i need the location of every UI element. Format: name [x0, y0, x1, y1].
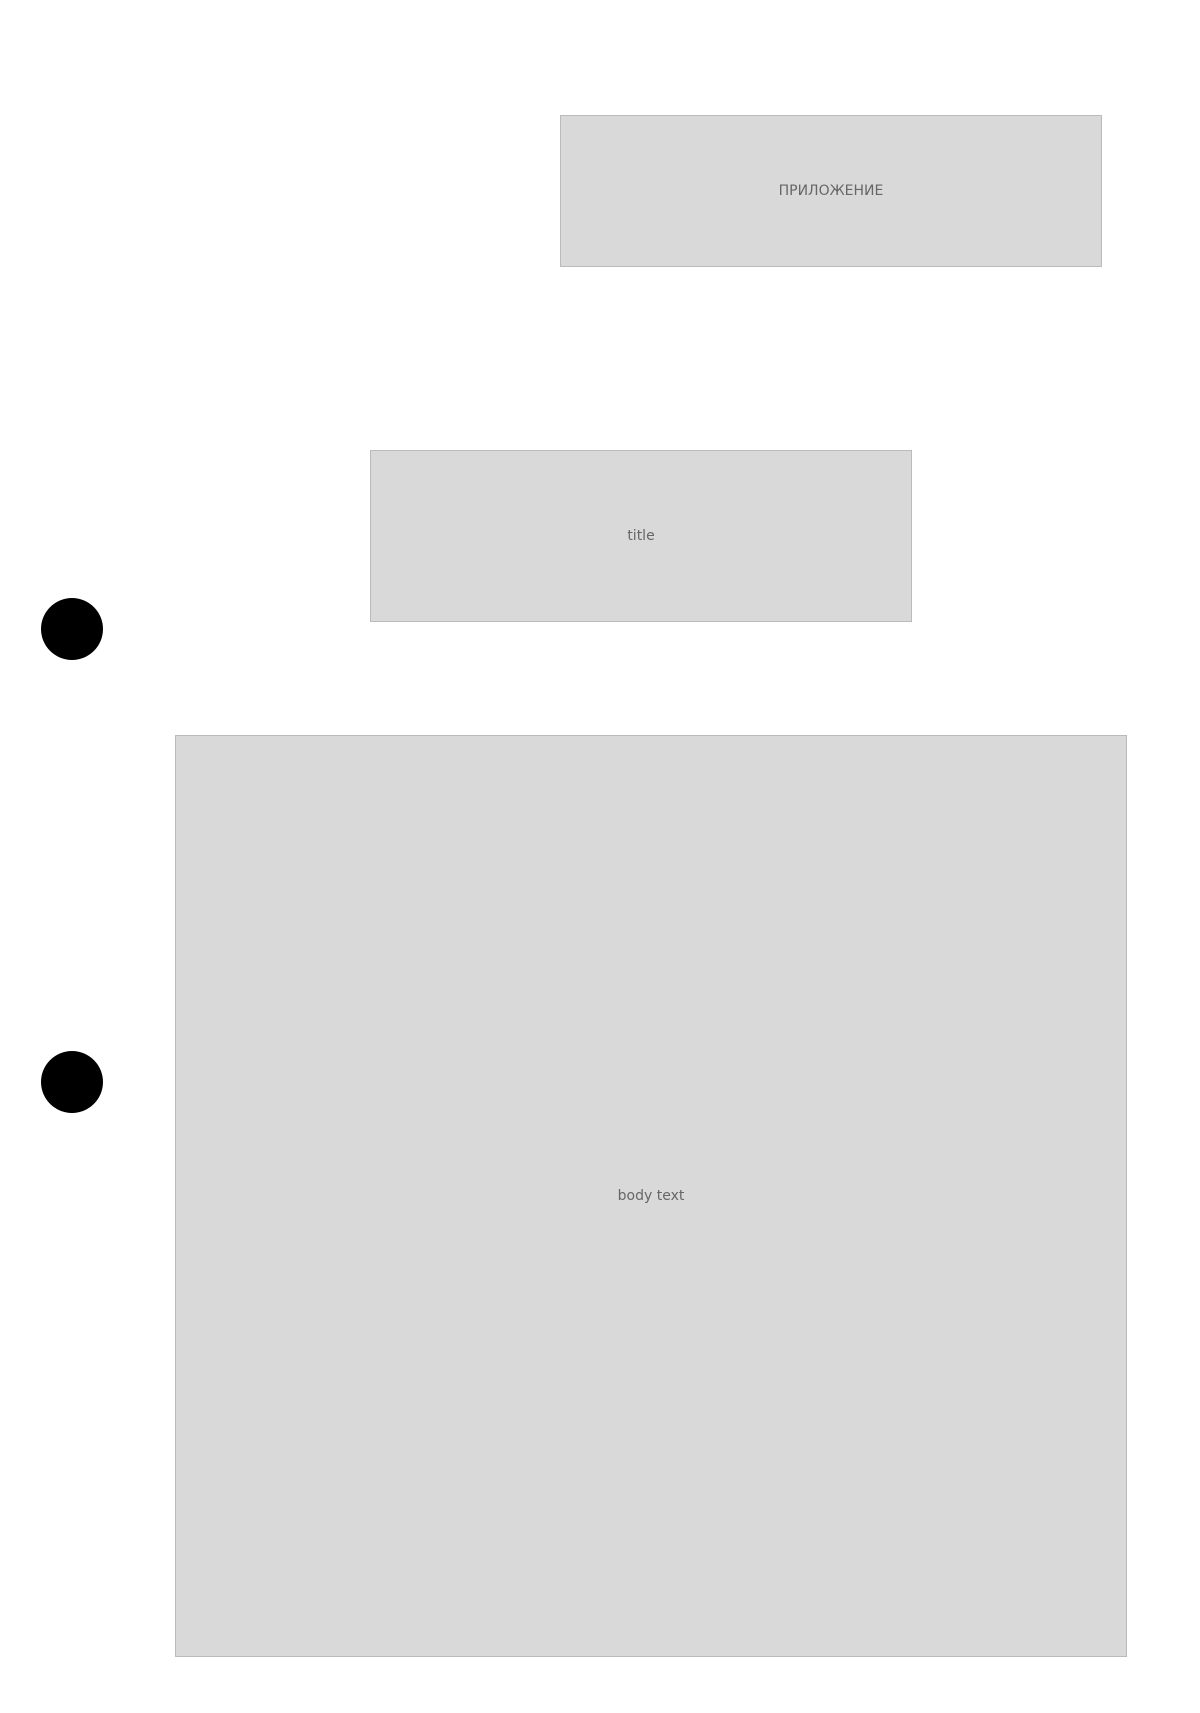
- appendix-header-placeholder: ПРИЛОЖЕНИЕ: [560, 115, 1102, 267]
- document-title-placeholder: title: [370, 450, 912, 622]
- body-text-placeholder: body text: [175, 735, 1127, 1657]
- punch-hole-top: [41, 598, 103, 660]
- punch-hole-bottom: [41, 1051, 103, 1113]
